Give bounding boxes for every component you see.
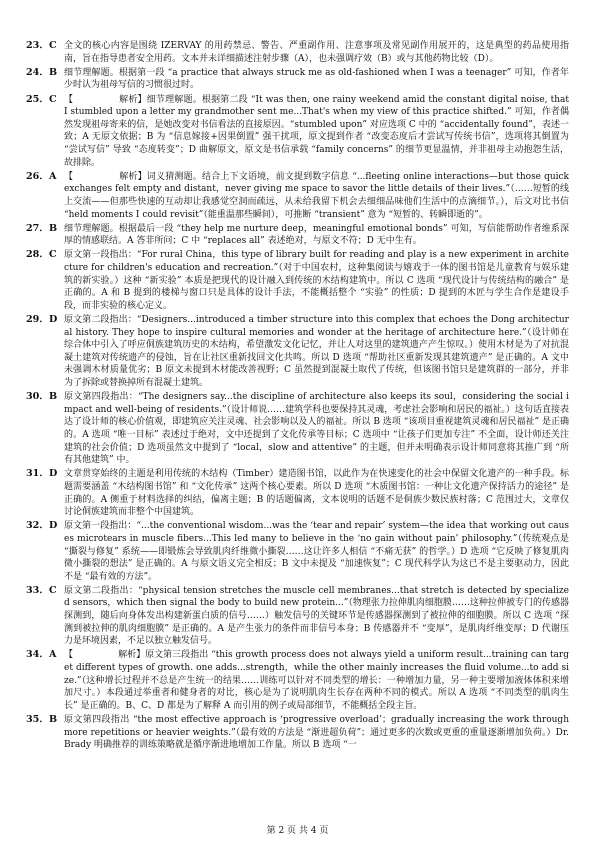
question-number [26, 171, 64, 184]
page-footer: 第 2 页 共 4 页 [266, 826, 329, 836]
explanation-text: 【 解析】词义猜测题。结合上下文语境，前文提到数字信息 “...fleeting online interactions—but those quick exchanges felt empty and distant，never giving me space to savor the little details of their lives.”（……短暂的线上交流——但那些快速的互动却让我感觉空洞而疏远，从未给我留下机会去细细品味他们生活中的点滴细节。），后文对比书信 “held moments I could revisit”（能重温那些瞬间），可推断 “transient” 意为 “短暂的、转瞬即逝的”。 [64, 171, 569, 220]
explanation-text: 细节理解题。根据第一段 “a practice that always struck me as old-fashioned when I was a teenager” 可知，作者年少时认为祖母写信的习惯很过时。 [64, 67, 569, 91]
explanation-text: 细节理解题。根据最后一段 “they help me nurture deep，meaningful emotional bonds” 可知，写信能帮助作者维系深厚的情感联结。A 答非所问；C 中 “replaces all” 表述绝对，与原文不符；D 无中生有。 [64, 223, 569, 247]
answer-entry [26, 223, 569, 248]
answer-letter: C [48, 40, 57, 51]
question-number [26, 94, 64, 107]
question-number-label: 29． [26, 314, 49, 326]
explanation-text: 原文第二段指出：“Designers...introduced a timber structure into this complex that echoes the Dong architectural history. They hope to inspire cultural memories and wonder at the heritage of architecture here.”（设计师在综合体中引入了呼应侗族建筑历史的木结构，希望激发文化记忆，并让人对这里的建筑遗产产生惊叹。）使用木材是为了对抗混凝土建筑对传统遗产的侵蚀，旨在让社区重新找回文化共鸣。所以 D 选项 “帮助社区重新发现其建筑遗产” 是正确的。A 文中未强调木材质量优劣；B 原文未提到木材能改善视野；C 虽然提到混凝土取代了传统，但该图书馆只是建筑群的一部分，并非为了拆除或替换掉所有混凝土建筑。 [64, 315, 569, 388]
question-number [26, 40, 64, 53]
answer-letter: D [48, 520, 58, 532]
answer-letter: A [48, 649, 57, 661]
answer-letter: B [48, 391, 58, 403]
answer-letter: C [48, 584, 57, 596]
question-number-label: 33． [26, 584, 49, 596]
question-number-label: 35． [26, 714, 49, 725]
explanation-text: 原文第一段指出：“...the conventional wisdom...was the ‘tear and repair’ system—the idea that working out causes microtears in muscle fibers...This led many to believe in the ‘no gain without pain’ philosophy.”（传统观点是 “撕裂与修复” 系统——即锻炼会导致肌肉纤维微小撕裂……这让许多人相信 “不痛无获” 的哲学。）D 选项 “它反映了修复肌肉微小撕裂的想法” 是正确的。A 与原文语义完全相反；B 文中未提及 “加速恢复”；C 现代科学认为这已不是主要驱动力，因此不是 “最有效的方法”。 [64, 521, 569, 582]
question-number [26, 468, 64, 481]
explanation-text: 原文第二段指出：“physical tension stretches the muscle cell membranes...that stretch is detected by specialized sensors，which then signal the body to build new protein...”（物理张力拉伸肌肉细胞膜……这种拉伸被专门的传感器探测到，随后向身体发出构建新蛋白质的信号……）触发信号的关键环节是传感器探测到了被拉伸的细胞膜。所以 C 选项 “探测到被拉伸的肌肉细胞膜” 是正确的。A 是产生张力的条件而非信号本身；B 传感器并不 “变厚”，是肌肉纤维变厚；D 代谢压力是环境因素，不足以独立触发信号。 [64, 585, 569, 647]
question-number-label: 28． [26, 249, 49, 261]
answer-letter: C [48, 93, 57, 105]
question-number-label: 24． [26, 66, 49, 78]
answer-entry [26, 520, 569, 583]
question-number [26, 223, 64, 236]
answer-entry [26, 649, 569, 712]
answer-letter: D [48, 314, 58, 326]
answer-entry [26, 714, 569, 752]
question-number [26, 714, 64, 727]
question-number [26, 649, 64, 662]
question-number-label: 34． [26, 649, 49, 661]
question-number [26, 520, 64, 533]
question-number-label: 31． [26, 468, 49, 480]
question-number-label: 27． [26, 222, 49, 234]
answer-entry [26, 585, 569, 648]
answer-letter: B [48, 714, 58, 725]
explanation-text: 原文第一段指出：“For rural China，this type of library built for reading and play is a new experiment in architecture for children's education and recreation.”（对于中国农村，这种集阅读与嬉戏于一体的图书馆是儿童教育与娱乐建筑的新实验。）这种 “新实验” 本质是把现代的设计融入到传统的木结构建筑中。所以 C 选项 “现代设计与传统结构的融合” 是正确的。A 和 B 提到的楼梯与窗口只是具体的设计手法，不能概括整个 “实验” 的性质；D 提到的木匠与学生合作是建设手段，而非实验的核心定义。 [64, 250, 569, 311]
question-number-label: 25． [26, 93, 49, 105]
explanation-text: 原文第四段指出：“The designers say...the discipline of architecture also keeps its soul，considering the social impact and well-being of residents.”（设计师说……建筑学科也要保持其灵魂，考虑社会影响和居民的福祉。）这句话直接表达了设计师的核心价值观，即建筑应关注灵魂、社会影响以及人的福祉。所以 B 选项 “该项目重视建筑灵魂和居民福祉” 是正确的。A 选项 “唯一目标” 表述过于绝对，文中还提到了文化传承等目标；C 选项中 “让孩子们更加专注” 不全面，设计师还关注建筑的社会价值；D 选项虽然文中提到了 “local，slow and attentive” 的主题，但并未明确表示设计师同意将其推广到 “所有其他建筑” 中。 [64, 392, 569, 466]
explanation-text: 全文的核心内容是围绕 IZERVAY 的用药禁忌、警告、严重副作用、注意事项及常见副作用展开的，这是典型的药品使用指南，旨在指导患者安全用药。文本并未详细描述注射步骤（A），也未强调疗效（B）或与其他药物比较（D）。 [64, 41, 569, 64]
answer-letter: D [48, 468, 58, 480]
question-number-label: 23． [26, 40, 49, 51]
question-number [26, 314, 64, 327]
explanation-text: 【 解析】细节理解题。根据第二段 “It was then, one rainy weekend amid the constant digital noise, that I stumbled upon a letter my grandmother sent me...That's when my view of this practice shifted.” 可知，作者偶然发现祖母寄来的信，是她改变对书信看法的直接原因。“stumbled upon” 对应选项 C 中的 “accidentally found”，表述一致；A 无原文依据；B 为 “信息嫁接+因果倒置” 强干扰项，原文提到作者 “改变态度后才尝试写传统书信”，选项将其倒置为 “尝试写信” 导致 “态度转变”；D 曲解原文，原文是书信承载 “family concerns” 的细节更显温情，并非祖母主动抱怨生活，故排除。 [64, 94, 569, 168]
question-number-label: 30． [26, 391, 49, 403]
explanation-text: 原文第四段指出 “the most effective approach is ‘progressive overload’；gradually increasing the work through more repetitions or heavier weights.”（最有效的方法是 “渐进超负荷”；通过更多的次数或更重的重量逐渐增加负荷。）Dr. Brady 明确推荐的训练策略就是循序渐进地增加工作量。所以 B 选项 “一 [64, 715, 569, 751]
answer-entry [26, 468, 569, 518]
answer-entry [26, 249, 569, 312]
explanation-text: 文章贯穿始终的主题是利用传统的木结构（Timber）建造图书馆，以此作为在快速变化的社会中保留文化遗产的一种手段。标题需要涵盖 “木结构图书馆” 和 “文化传承” 这两个核心要素。所以 D 选项 “木质图书馆：一种让文化遗产保持活力的途径” 是正确的。A 侧重于材料选择的纠结，偏离主题；B 的话题偏离，文本说明的话题不是侗族少数民族村落；C 范围过大，文章仅讨论侗族建筑而非整个中国建筑。 [64, 469, 569, 518]
answer-letter: B [48, 222, 58, 234]
answer-letter: B [48, 66, 58, 78]
question-number [26, 585, 64, 598]
answer-entry [26, 171, 569, 221]
answer-entry [26, 94, 569, 170]
question-number-label: 26． [26, 170, 49, 182]
question-number-label: 32． [26, 520, 49, 532]
answer-entry [26, 391, 569, 467]
answer-letter: A [48, 170, 57, 182]
question-number [26, 391, 64, 404]
question-number [26, 67, 64, 80]
answer-letter: C [48, 249, 57, 261]
answer-entry [26, 67, 569, 92]
answer-entry [26, 40, 569, 65]
explanation-text: 【 解析】原文第三段指出 “this growth process does not always yield a uniform result...training can target different types of growth. one adds...strength，while the other mainly increases the fluid volume...to add size.”（这种增长过程并不总是产生统一的结果……训练可以针对不同类型的增长：一种增加力量，另一种主要增加液体体积来增加尺寸。）本段通过举重者和健身者的对比，核心是为了说明肌肉生长存在两种不同的模式。所以 A 选项 “不同类型的肌肉生长” 是正确的。B、C、D 都是为了解释 A 而引用的例子或局部细节，不能概括全段主旨。 [64, 650, 569, 711]
answer-explanations [26, 40, 569, 753]
answer-entry [26, 314, 569, 390]
question-number [26, 249, 64, 262]
